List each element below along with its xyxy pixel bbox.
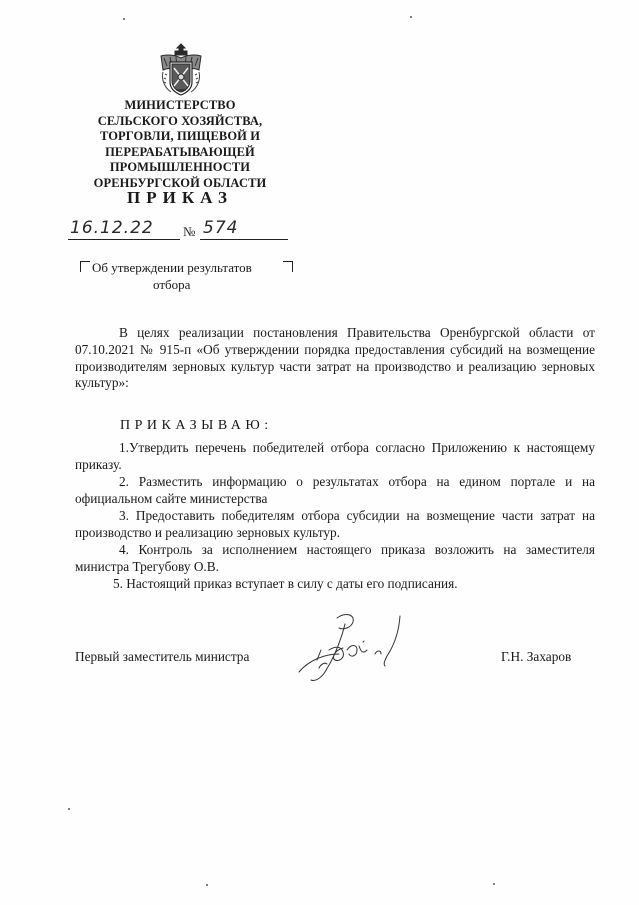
signer-name: Г.Н. Захаров xyxy=(501,649,572,664)
signer-position: Первый заместитель министра xyxy=(75,649,250,664)
subject-line: Об утверждении результатов xyxy=(92,260,252,275)
order-item: 2. Разместить информацию о результатах отбора на едином портале и на официальном сайте министерства xyxy=(75,474,595,507)
scan-speck xyxy=(493,883,495,885)
ministry-line: ОРЕНБУРГСКОЙ ОБЛАСТИ xyxy=(93,175,267,190)
scan-speck xyxy=(410,16,412,18)
ministry-name xyxy=(90,98,270,191)
coat-of-arms-icon xyxy=(155,42,207,98)
scan-speck xyxy=(123,18,125,20)
order-word: ПРИКАЗЫВАЮ: xyxy=(120,418,273,433)
ministry-line: СЕЛЬСКОГО ХОЗЯЙСТВА, xyxy=(97,113,263,128)
order-items xyxy=(75,440,595,594)
subject-line: отбора xyxy=(153,277,191,292)
number-field xyxy=(200,217,288,240)
document-type-title: ПРИКАЗ xyxy=(127,188,233,207)
order-item: 1.Утвердить перечень победителей отбора согласно Приложению к настоящему приказу. xyxy=(75,440,595,472)
order-item: 5. Настоящий приказ вступает в силу с даты его подписания. xyxy=(113,576,458,592)
ministry-line: ПРОМЫШЛЕННОСТИ xyxy=(109,160,251,174)
handwritten-signature xyxy=(295,610,435,690)
ministry-line: ПЕРЕРАБАТЫВАЮЩЕЙ xyxy=(105,144,255,159)
scan-speck xyxy=(68,808,70,810)
number-sign: № xyxy=(183,224,196,239)
intro-paragraph: В целях реализации постановления Правительства Оренбургской области от 07.10.2021 № 915-п «Об утверждении порядка предоставления субсидий на возмещение производителям зерновых культур части затрат на производство и реализацию зерновых культур»: xyxy=(75,325,595,391)
scan-speck xyxy=(206,884,208,886)
handwritten-number: 574 xyxy=(203,218,239,238)
handwritten-date: 16.12.22 xyxy=(70,218,154,238)
order-item: 3. Предоставить победителям отбора субсидии на возмещение части затрат на производство и реализацию зерновых культур. xyxy=(75,508,595,541)
ministry-line: МИНИСТЕРСТВО xyxy=(124,98,236,112)
order-item: 4. Контроль за исполнением настоящего приказа возложить на заместителя министра Трегубову О.В. xyxy=(75,542,595,575)
order-subject xyxy=(88,259,298,293)
date-field xyxy=(68,217,180,240)
ministry-line: ТОРГОВЛИ, ПИЩЕВОЙ И xyxy=(99,129,261,143)
